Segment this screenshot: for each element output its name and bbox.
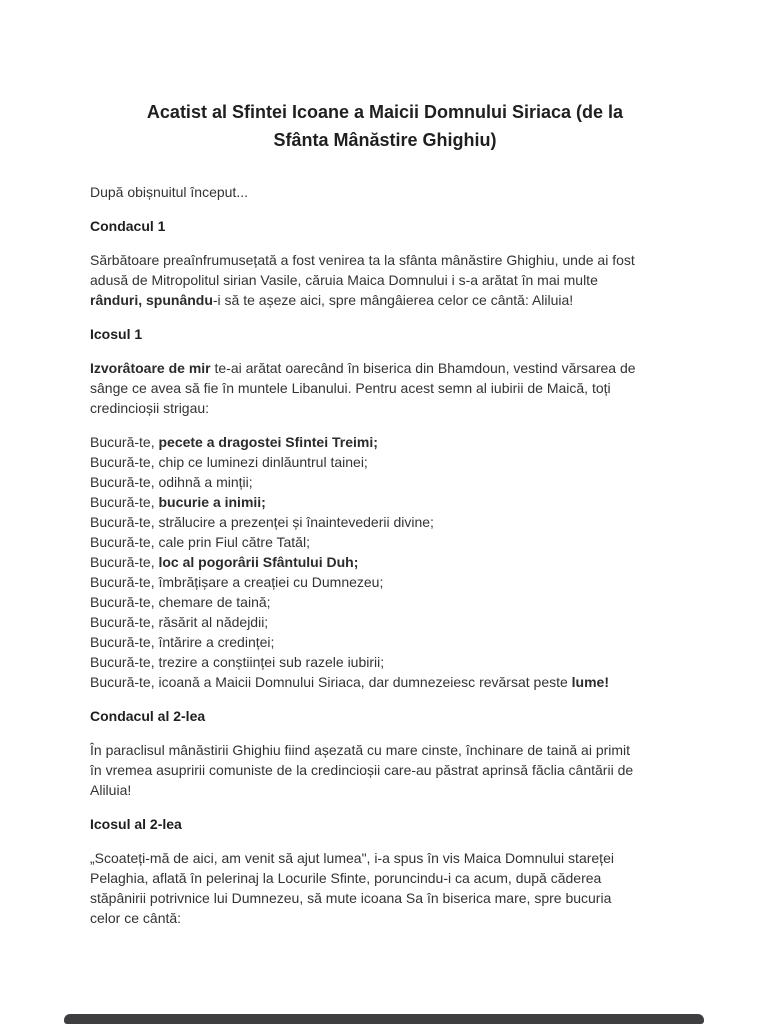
- text-line: [90, 760, 680, 780]
- text-line: [90, 290, 680, 310]
- text-run: adusă de Mitropolitul sirian Vasile, căruia Maica Domnului i s-a arătat în mai multe: [90, 272, 598, 288]
- text-run: Bucură-te,: [90, 434, 159, 450]
- text-run: Bucură-te, strălucire a prezenței și înaintevederii divine;: [90, 514, 434, 530]
- text-line: [90, 868, 680, 888]
- text-run: Bucură-te, chip ce luminezi dinlăuntrul tainei;: [90, 454, 368, 470]
- section-heading: Condacul 1: [90, 218, 166, 234]
- document-body: [90, 216, 680, 928]
- title-line: Acatist al Sfintei Icoane a Maicii Domnului Siriaca (de la: [146, 102, 624, 122]
- text-line: [90, 512, 680, 532]
- text-run: credincioșii strigau:: [90, 400, 210, 416]
- text-run: Bucură-te, trezire a conștiinței sub razele iubirii;: [90, 654, 385, 670]
- text-run: Aliluia!: [90, 782, 132, 798]
- text-run: te-ai arătat oarecând în biserica din Bhamdoun, vestind vărsarea de: [210, 360, 636, 376]
- text-run: în vremea asupririi comuniste de la credincioșii care-au păstrat aprinsă făclia cântării de: [90, 762, 634, 778]
- text-run: Bucură-te, răsărit al nădejdii;: [90, 614, 269, 630]
- text-line: [90, 552, 680, 572]
- text-run: Bucură-te, cale prin Fiul către Tatăl;: [90, 534, 310, 550]
- text-run: sânge ce avea să fie în muntele Libanului. Pentru acest semn al iubirii de Maică, toți: [90, 380, 611, 396]
- text-line: [90, 652, 680, 672]
- intro-text: După obișnuitul început...: [90, 184, 248, 200]
- text-run: celor ce cântă:: [90, 910, 182, 926]
- paragraph: [90, 250, 680, 310]
- text-line: [90, 532, 680, 552]
- text-line: [90, 432, 680, 452]
- text-line: [90, 612, 680, 632]
- text-run: Sărbătoare preaînfrumusețată a fost venirea ta la sfânta mânăstire Ghighiu, unde ai fost: [90, 252, 635, 268]
- text-line: [90, 398, 680, 418]
- text-run: -i să te așeze aici, spre mângâierea celor ce cântă: Aliluia!: [212, 292, 574, 308]
- text-line: [90, 592, 680, 612]
- text-run: stăpânirii potrivnice lui Dumnezeu, să mute icoana Sa în biserica mare, spre bucuria: [90, 890, 612, 906]
- text-line: [90, 452, 680, 472]
- text-line: [90, 378, 680, 398]
- text-line: [90, 358, 680, 378]
- title-line: Sfânta Mânăstire Ghighiu): [273, 130, 497, 150]
- verse-list: [90, 432, 680, 692]
- text-run: Bucură-te,: [90, 494, 159, 510]
- paragraph: [90, 740, 680, 800]
- document-title: [76, 98, 694, 154]
- text-run: Pelaghia, aflată în pelerinaj la Locurile Sfinte, poruncindu-i ca acum, după căderea: [90, 870, 602, 886]
- text-line: [90, 888, 680, 908]
- bold-text-run: lume!: [571, 674, 610, 690]
- paragraph: [90, 848, 680, 928]
- section-heading: Condacul al 2-lea: [90, 708, 206, 724]
- text-line: [90, 632, 680, 652]
- text-run: Bucură-te, chemare de taină;: [90, 594, 271, 610]
- horizontal-scrollbar-thumb[interactable]: [64, 1014, 704, 1024]
- bold-text-run: rânduri, spunându: [90, 292, 213, 308]
- bold-text-run: Izvorâtoare de mir: [90, 360, 211, 376]
- text-run: În paraclisul mânăstirii Ghighiu fiind așezată cu mare cinste, închinare de taină ai primit: [90, 742, 631, 758]
- bold-text-run: pecete a dragostei Sfintei Treimi;: [158, 434, 378, 450]
- text-line: [90, 250, 680, 270]
- bold-text-run: loc al pogorârii Sfântului Duh;: [158, 554, 359, 570]
- bold-text-run: bucurie a inimii;: [158, 494, 266, 510]
- section-heading: Icosul 1: [90, 326, 143, 342]
- text-line: [90, 848, 680, 868]
- text-line: [90, 270, 680, 290]
- text-run: Bucură-te, icoană a Maicii Domnului Siriaca, dar dumnezeiesc revărsat peste: [90, 674, 572, 690]
- text-line: [90, 740, 680, 760]
- text-line: [90, 492, 680, 512]
- text-line: [90, 672, 680, 692]
- paragraph: [90, 358, 680, 418]
- text-line: [90, 780, 680, 800]
- text-run: Bucură-te, odihnă a minții;: [90, 474, 253, 490]
- text-line: [90, 472, 680, 492]
- text-run: „Scoateți-mă de aici, am venit să ajut lumea", i-a spus în vis Maica Domnului stareței: [90, 850, 614, 866]
- section-heading: Icosul al 2-lea: [90, 816, 182, 832]
- text-run: Bucură-te, întărire a credinței;: [90, 634, 275, 650]
- text-line: [90, 572, 680, 592]
- text-run: Bucură-te, îmbrățișare a creației cu Dumnezeu;: [90, 574, 384, 590]
- text-run: Bucură-te,: [90, 554, 159, 570]
- text-line: [90, 908, 680, 928]
